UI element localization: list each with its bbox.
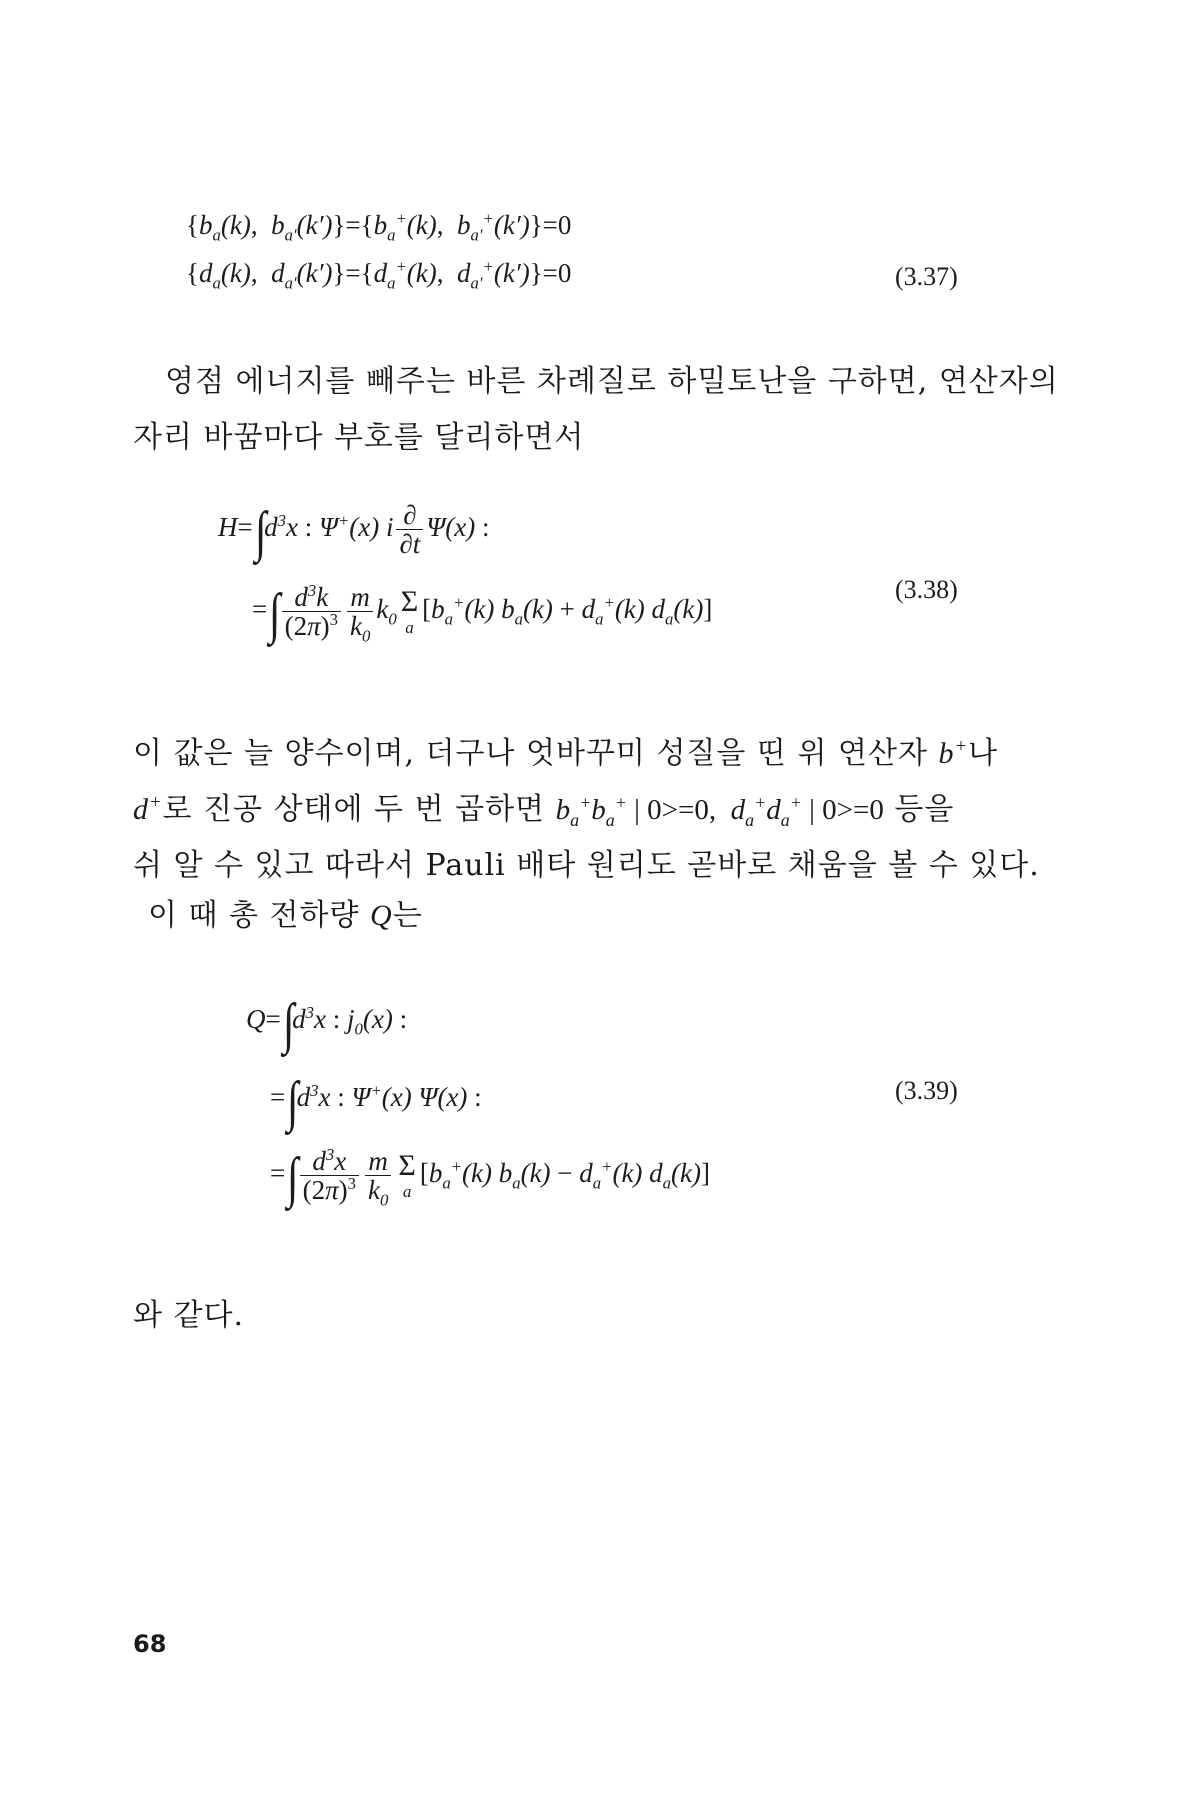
equation-3-39-line-3: =∫ $\frac{d^3x}{(2\pi)^3}$ $\frac{m}{k_0}$ Σ a [$b_a^+(k) b_a(k) - d_a^+(k)$ $d_a(k)$] (270, 1144, 711, 1210)
equation-number: (3.39) (895, 1076, 958, 1105)
paragraph-2-line-1-text: 이 값은 늘 양수이며, 더구나 엇바꾸미 성질을 띤 위 연산자 (133, 736, 928, 771)
paragraph-3: 와 같다. (133, 1298, 245, 1333)
paragraph-2-line-4-text: 이 때 총 전하량 (148, 898, 360, 933)
paragraph-2-line-1 (133, 728, 998, 772)
paragraph-1-line-1: 영점 에너지를 빼주는 바른 차례질로 하밀토난을 구하면, 연산자의 (165, 364, 1059, 399)
paragraph-2-line-2-text: 로 진공 상태에 두 번 곱하면 (162, 792, 546, 827)
equation-3-37-line-2: {$d_a(k)$, $d_{a'}(k')\}=\{d_a^+(k)$, $d_{a'}^+(k')\}=0$ (186, 257, 572, 293)
page-number: 68 (133, 1630, 167, 1658)
paragraph-2-line-4 (148, 890, 423, 934)
equation-number: (3.37) (895, 262, 958, 291)
symbol-q: Q (370, 899, 393, 932)
equation-3-38-line-2: =∫ $\frac{d^3k}{(2\pi)^3}$ $\frac{m}{k_0}$ $k_0$ Σ a [$b_a^+(k) b_a(k) + d_a^+(k)$ $d_a(k)$] (252, 580, 713, 646)
paragraph-1-line-2: 자리 바꿈마다 부호를 달리하면서 (133, 420, 585, 455)
equation-number: (3.38) (895, 575, 958, 604)
operator-d-plus: d+ (133, 792, 163, 826)
paragraph-2-line-4-suffix: 는 (392, 898, 423, 933)
paragraph-2-line-1-suffix: 나 (968, 736, 998, 771)
paragraph-2-line-2 (133, 784, 954, 828)
equation-3-39-line-2: $=\int d^3x$ : Ψ+(x) Ψ(x) : (270, 1071, 482, 1133)
formula-vacuum-products: $b_a^+b_a^+$ | 0>=0, $d_a^+d_a^+$ | 0>=0 (555, 792, 884, 830)
paragraph-2-line-3: 쉬 알 수 있고 따라서 Pauli 배타 원리도 곧바로 채움을 볼 수 있다. (133, 848, 1040, 883)
paragraph-2-line-2-suffix: 등을 (894, 792, 955, 827)
equation-3-37-line-1: {$b_a(k)$, $b_{a'}(k')\}=\{b_a^+(k)$, $b_{a'}^+(k')\}=0$ (186, 209, 572, 245)
operator-b-plus: b+ (938, 736, 969, 770)
equation-3-39-line-1: $Q=\int d^3x$ : $j_0(x)$ : (246, 993, 408, 1055)
equation-3-38-line-1: $H=\int d^3x$ : Ψ+(x) i $\frac{\partial}{\partial t}$ Ψ(x) : (218, 499, 490, 563)
